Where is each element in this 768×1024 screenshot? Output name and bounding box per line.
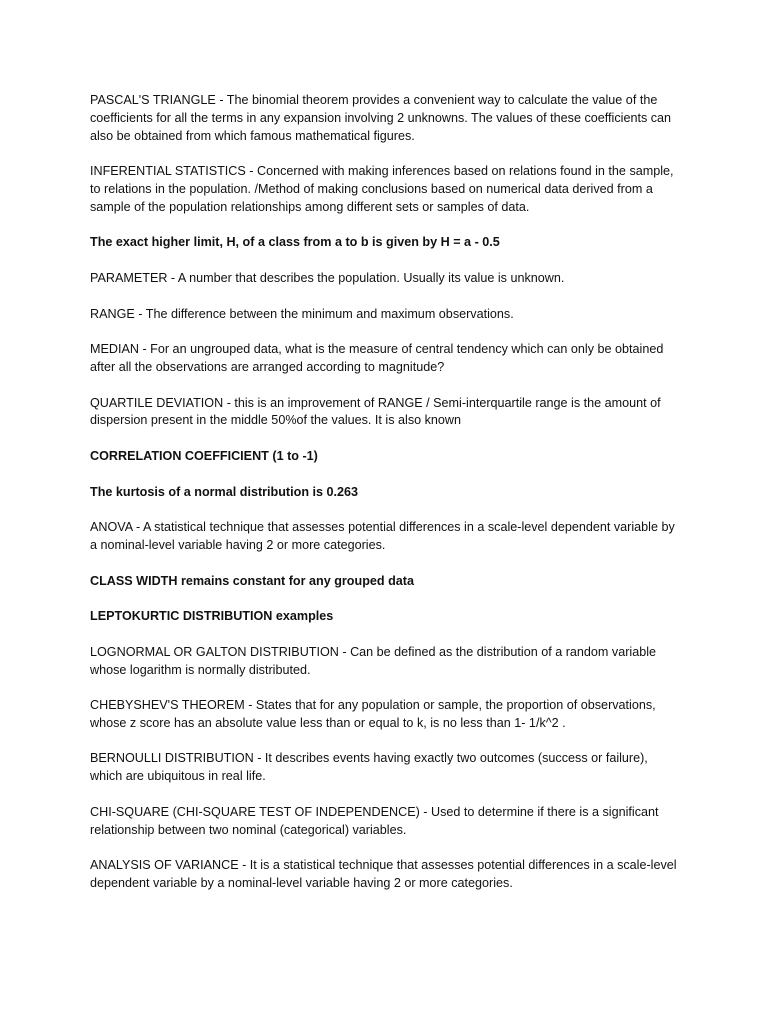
paragraph-pascals-triangle: PASCAL'S TRIANGLE - The binomial theorem provides a convenient way to calculate the value of the coefficients for all the terms in any expansion involving 2 unknowns. The values of these coefficients can also be obtained from which famous mathematical figures. <box>90 93 672 143</box>
paragraph-lognormal: LOGNORMAL OR GALTON DISTRIBUTION - Can be defined as the distribution of a random variable whose logarithm is normally distributed. <box>90 644 657 677</box>
paragraph-inferential-statistics: INFERENTIAL STATISTICS - Concerned with making inferences based on relations found in the sample, to relations in the population. /Method of making conclusions based on numerical data derived from a sample of the population relationships among different sets or samples of data. <box>90 164 674 214</box>
paragraph-anova: ANOVA - A statistical technique that assesses potential differences in a scale-level dependent variable by a nominal-level variable having 2 or more categories. <box>90 520 675 552</box>
paragraph-chi-square: CHI-SQUARE (CHI-SQUARE TEST OF INDEPENDENCE) - Used to determine if there is a significant relationship between two nominal (categorical) variables. <box>90 804 659 837</box>
paragraph-parameter: PARAMETER - A number that describes the population. Usually its value is unknown. <box>90 270 565 285</box>
paragraph-class-width: CLASS WIDTH remains constant for any grouped data <box>90 573 414 588</box>
paragraph-median: MEDIAN - For an ungrouped data, what is the measure of central tendency which can only be obtained after all the observations are arranged according to magnitude? <box>90 342 664 374</box>
paragraph-exact-higher-limit: The exact higher limit, H, of a class from a to b is given by H = a - 0.5 <box>90 235 500 250</box>
paragraph-analysis-of-variance: ANALYSIS OF VARIANCE - It is a statistical technique that assesses potential differences in a scale-level dependent variable by a nominal-level variable having 2 or more categories. <box>90 858 677 891</box>
paragraph-kurtosis: The kurtosis of a normal distribution is 0.263 <box>90 484 359 499</box>
paragraph-bernoulli: BERNOULLI DISTRIBUTION - It describes events having exactly two outcomes (success or failure), which are ubiquitous in real life. <box>90 751 648 784</box>
paragraph-range: RANGE - The difference between the minimum and maximum observations. <box>90 306 514 321</box>
paragraph-leptokurtic: LEPTOKURTIC DISTRIBUTION examples <box>90 609 334 624</box>
paragraph-correlation-coefficient: CORRELATION COEFFICIENT (1 to -1) <box>90 448 318 463</box>
paragraph-quartile-deviation: QUARTILE DEVIATION - this is an improvement of RANGE / Semi-interquartile range is the amount of dispersion present in the middle 50%of the values. It is also known <box>90 395 661 428</box>
paragraph-chebyshev: CHEBYSHEV'S THEOREM - States that for any population or sample, the proportion of observations, whose z score has an absolute value less than or equal to k, is no less than 1- 1/k^2 . <box>90 698 656 730</box>
